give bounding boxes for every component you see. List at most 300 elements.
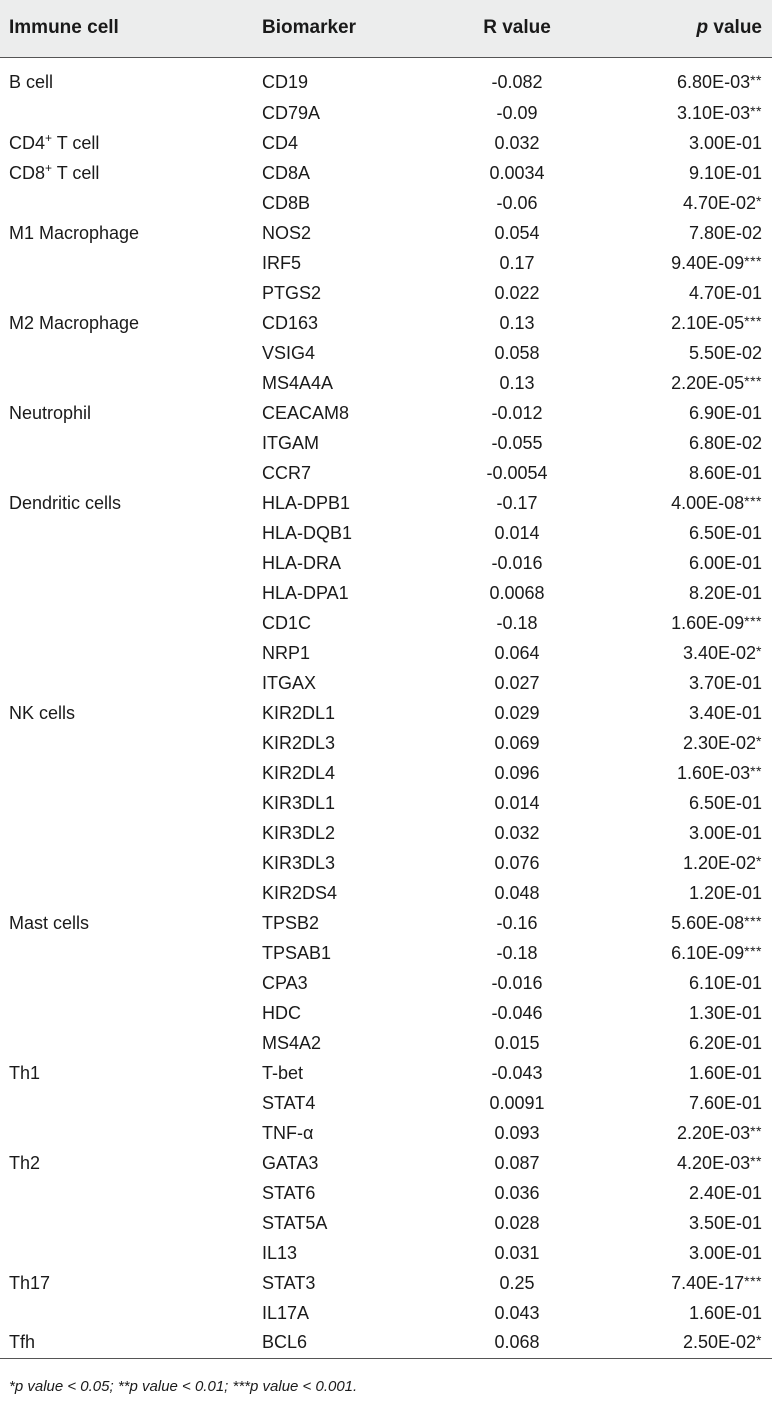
cell-biomarker: KIR2DS4	[262, 882, 338, 903]
cell-immune-cell	[0, 368, 262, 398]
p-value-number: 4.20E-03	[677, 1152, 751, 1173]
cell-biomarker: CD8B	[262, 192, 311, 213]
p-value-number: 8.20E-01	[688, 582, 762, 603]
cell-p-value	[609, 218, 772, 248]
cell-r-value: 0.25	[499, 1272, 535, 1293]
table-row	[0, 1088, 772, 1118]
cell-p-value	[609, 338, 772, 368]
significance-stars: *	[756, 642, 762, 659]
table-row	[0, 1328, 772, 1358]
immune-cell-superscript: +	[45, 130, 53, 145]
cell-r-value: 0.048	[494, 882, 540, 903]
cell-immune-cell	[0, 788, 262, 818]
cell-biomarker: STAT5A	[262, 1212, 328, 1233]
table-row	[0, 518, 772, 548]
table-row	[0, 398, 772, 428]
cell-biomarker: CCR7	[262, 462, 312, 483]
cell-immune-cell	[0, 548, 262, 578]
cell-r-value: 0.076	[494, 852, 540, 873]
cell-immune-cell	[0, 668, 262, 698]
cell-p-value	[609, 248, 772, 278]
p-value-number: 4.70E-01	[688, 282, 762, 303]
significance-stars: *	[756, 852, 762, 869]
cell-r-value: -0.18	[496, 612, 538, 633]
cell-p-value	[609, 158, 772, 188]
cell-r-value: -0.16	[496, 912, 538, 933]
cell-r-value: 0.054	[494, 222, 540, 243]
p-value-number: 2.30E-02	[682, 732, 757, 753]
p-value-number: 3.00E-01	[688, 132, 762, 153]
cell-r-value: 0.0091	[489, 1092, 545, 1113]
cell-immune-cell	[0, 728, 262, 758]
cell-biomarker: ITGAM	[262, 432, 319, 453]
cell-immune-cell	[0, 1298, 262, 1328]
cell-r-value: 0.0068	[489, 582, 545, 603]
p-value-number: 6.90E-01	[688, 402, 762, 423]
cell-p-value	[609, 788, 772, 818]
cell-biomarker: ITGAX	[262, 672, 317, 693]
cell-p-value	[609, 848, 772, 878]
cell-immune-cell	[0, 398, 262, 428]
significance-stars: ***	[744, 612, 762, 629]
cell-immune-cell	[0, 968, 262, 998]
immune-cell-label: Th17	[9, 1272, 51, 1293]
p-value-number: 7.60E-01	[688, 1092, 762, 1113]
p-value-number: 3.40E-02	[682, 642, 757, 663]
p-value-number: 3.00E-01	[688, 1242, 762, 1263]
cell-p-value	[609, 998, 772, 1028]
table-row	[0, 1238, 772, 1268]
cell-immune-cell	[0, 1268, 262, 1298]
immune-cell-label: B cell	[9, 72, 54, 93]
significance-stars: ***	[744, 492, 762, 509]
header-biomarker: Biomarker	[262, 0, 426, 57]
table-row	[0, 458, 772, 488]
significance-stars: ***	[744, 1272, 762, 1289]
table-row	[0, 1268, 772, 1298]
cell-immune-cell	[0, 878, 262, 908]
table-row	[0, 998, 772, 1028]
significance-stars: **	[750, 762, 762, 779]
cell-biomarker: CD1C	[262, 612, 312, 633]
cell-biomarker: CD19	[262, 72, 309, 93]
cell-biomarker: MS4A2	[262, 1032, 322, 1053]
cell-r-value: -0.046	[491, 1002, 543, 1023]
p-value-number: 7.40E-17	[671, 1272, 745, 1293]
p-value-number: 2.20E-05	[671, 372, 745, 393]
p-value-number: 1.60E-09	[671, 612, 745, 633]
immune-cell-label: CD8	[9, 162, 46, 183]
table-row	[0, 428, 772, 458]
table-row	[0, 128, 772, 158]
cell-r-value: -0.016	[491, 972, 543, 993]
cell-p-value	[609, 57, 772, 98]
cell-r-value: 0.0034	[489, 162, 545, 183]
cell-immune-cell	[0, 158, 262, 188]
cell-r-value: 0.043	[494, 1302, 540, 1323]
cell-r-value: 0.014	[494, 792, 540, 813]
significance-stars: ***	[744, 312, 762, 329]
cell-r-value: 0.093	[494, 1122, 540, 1143]
cell-p-value	[609, 98, 772, 128]
immune-cell-suffix: T cell	[52, 132, 100, 153]
p-value-number: 3.50E-01	[688, 1212, 762, 1233]
cell-p-value	[609, 908, 772, 938]
p-value-number: 1.60E-03	[677, 762, 751, 783]
table-row	[0, 608, 772, 638]
cell-p-value	[609, 698, 772, 728]
cell-p-value	[609, 728, 772, 758]
cell-r-value: 0.087	[494, 1152, 540, 1173]
p-value-number: 1.60E-01	[688, 1302, 762, 1323]
table-row	[0, 1118, 772, 1148]
cell-r-value: -0.082	[491, 72, 543, 93]
cell-immune-cell	[0, 128, 262, 158]
cell-r-value: 0.014	[494, 522, 540, 543]
p-value-number: 3.10E-03	[677, 102, 751, 123]
table-row	[0, 308, 772, 338]
table-header	[0, 0, 772, 57]
cell-immune-cell	[0, 578, 262, 608]
p-value-number: 3.70E-01	[688, 672, 762, 693]
cell-r-value: 0.17	[499, 252, 535, 273]
table-row	[0, 1178, 772, 1208]
p-value-number: 6.10E-01	[688, 972, 762, 993]
cell-immune-cell	[0, 848, 262, 878]
cell-p-value	[609, 368, 772, 398]
cell-biomarker: CD8A	[262, 162, 311, 183]
cell-biomarker: HLA-DPA1	[262, 582, 349, 603]
p-value-number: 4.00E-08	[671, 492, 745, 513]
immune-cell-label: Neutrophil	[9, 402, 92, 423]
cell-p-value	[609, 938, 772, 968]
table-row	[0, 758, 772, 788]
cell-biomarker: KIR2DL4	[262, 762, 336, 783]
table-row	[0, 908, 772, 938]
cell-p-value	[609, 578, 772, 608]
cell-r-value: 0.032	[494, 132, 540, 153]
header-p-value	[609, 0, 772, 57]
table-row	[0, 1058, 772, 1088]
significance-stars: ***	[744, 252, 762, 269]
cell-immune-cell	[0, 248, 262, 278]
header-immune-cell: Immune cell	[0, 0, 262, 57]
cell-p-value	[609, 1088, 772, 1118]
p-value-number: 2.40E-01	[688, 1182, 762, 1203]
cell-biomarker: KIR2DL1	[262, 702, 336, 723]
cell-biomarker: PTGS2	[262, 282, 322, 303]
cell-p-value	[609, 428, 772, 458]
p-value-number: 4.70E-02	[682, 192, 757, 213]
cell-r-value: 0.13	[499, 312, 535, 333]
cell-biomarker: TNF-α	[262, 1122, 314, 1143]
cell-r-value: -0.043	[491, 1062, 543, 1083]
cell-biomarker: STAT4	[262, 1092, 316, 1113]
cell-immune-cell	[0, 338, 262, 368]
immune-cell-label: CD4	[9, 132, 46, 153]
p-value-number: 7.80E-02	[688, 222, 762, 243]
table-body	[0, 57, 772, 1358]
cell-biomarker: STAT3	[262, 1272, 316, 1293]
significance-stars: **	[750, 1152, 762, 1169]
p-value-number: 6.00E-01	[688, 552, 762, 573]
cell-r-value: -0.016	[491, 552, 543, 573]
p-value-number: 2.10E-05	[671, 312, 745, 333]
cell-biomarker: NOS2	[262, 222, 312, 243]
cell-p-value	[609, 608, 772, 638]
p-value-number: 6.80E-03	[677, 72, 751, 93]
cell-r-value: 0.036	[494, 1182, 540, 1203]
table-row	[0, 1148, 772, 1178]
cell-biomarker: STAT6	[262, 1182, 316, 1203]
table-row	[0, 818, 772, 848]
cell-immune-cell	[0, 938, 262, 968]
cell-immune-cell	[0, 698, 262, 728]
cell-immune-cell	[0, 908, 262, 938]
cell-p-value	[609, 638, 772, 668]
significance-stars: ***	[744, 912, 762, 929]
table-row	[0, 638, 772, 668]
cell-immune-cell	[0, 758, 262, 788]
cell-p-value	[609, 758, 772, 788]
cell-r-value: 0.027	[494, 672, 540, 693]
cell-p-value	[609, 668, 772, 698]
table-footnote: *p value < 0.05; **p value < 0.01; ***p value < 0.001.	[9, 1378, 358, 1395]
cell-biomarker: IRF5	[262, 252, 302, 273]
table-row	[0, 278, 772, 308]
table-row	[0, 368, 772, 398]
cell-immune-cell	[0, 998, 262, 1028]
cell-r-value: 0.031	[494, 1242, 540, 1263]
cell-r-value: 0.022	[494, 282, 540, 303]
table-row	[0, 728, 772, 758]
cell-p-value	[609, 548, 772, 578]
cell-biomarker: KIR3DL2	[262, 822, 336, 843]
cell-r-value: -0.17	[496, 492, 538, 513]
cell-immune-cell	[0, 518, 262, 548]
cell-immune-cell	[0, 218, 262, 248]
cell-biomarker: NRP1	[262, 642, 311, 663]
cell-biomarker: CD79A	[262, 102, 321, 123]
cell-immune-cell	[0, 608, 262, 638]
p-value-number: 5.50E-02	[688, 342, 762, 363]
immune-cell-label: Tfh	[9, 1332, 36, 1353]
immune-cell-label: Mast cells	[9, 912, 90, 933]
cell-r-value: 0.064	[494, 642, 540, 663]
table-row	[0, 698, 772, 728]
significance-stars: ***	[744, 942, 762, 959]
cell-biomarker: MS4A4A	[262, 372, 334, 393]
immune-cell-label: Th2	[9, 1152, 41, 1173]
cell-p-value	[609, 818, 772, 848]
cell-biomarker: GATA3	[262, 1152, 319, 1173]
cell-r-value: -0.18	[496, 942, 538, 963]
cell-immune-cell	[0, 1328, 262, 1358]
cell-p-value	[609, 398, 772, 428]
p-value-number: 6.50E-01	[688, 792, 762, 813]
p-value-number: 6.20E-01	[688, 1032, 762, 1053]
table-row	[0, 1298, 772, 1328]
cell-p-value	[609, 1328, 772, 1358]
cell-immune-cell	[0, 308, 262, 338]
p-value-number: 6.80E-02	[688, 432, 762, 453]
cell-p-value	[609, 1148, 772, 1178]
cell-immune-cell	[0, 57, 262, 98]
table-row	[0, 158, 772, 188]
cell-r-value: 0.13	[499, 372, 535, 393]
significance-stars: *	[756, 1332, 762, 1349]
cell-p-value	[609, 968, 772, 998]
table-row	[0, 218, 772, 248]
cell-p-value	[609, 1058, 772, 1088]
cell-immune-cell	[0, 1028, 262, 1058]
significance-stars: **	[750, 1122, 762, 1139]
immune-cell-label: Th1	[9, 1062, 41, 1083]
cell-immune-cell	[0, 428, 262, 458]
cell-biomarker: CEACAM8	[262, 402, 350, 423]
table-row	[0, 548, 772, 578]
cell-biomarker: HLA-DRA	[262, 552, 342, 573]
table-row	[0, 188, 772, 218]
cell-p-value	[609, 878, 772, 908]
cell-r-value: 0.032	[494, 822, 540, 843]
cell-p-value	[609, 188, 772, 218]
cell-p-value	[609, 1208, 772, 1238]
cell-immune-cell	[0, 1088, 262, 1118]
cell-biomarker: CD4	[262, 132, 299, 153]
table-row	[0, 848, 772, 878]
cell-r-value: 0.015	[494, 1032, 540, 1053]
cell-r-value: 0.069	[494, 732, 540, 753]
cell-biomarker: VSIG4	[262, 342, 316, 363]
cell-immune-cell	[0, 1148, 262, 1178]
table-row	[0, 1028, 772, 1058]
cell-r-value: 0.058	[494, 342, 540, 363]
cell-p-value	[609, 1298, 772, 1328]
cell-p-value	[609, 1028, 772, 1058]
cell-r-value: -0.06	[496, 192, 538, 213]
cell-immune-cell	[0, 1208, 262, 1238]
table-row	[0, 338, 772, 368]
cell-biomarker: HDC	[262, 1002, 301, 1023]
cell-p-value	[609, 128, 772, 158]
cell-immune-cell	[0, 98, 262, 128]
table-row	[0, 578, 772, 608]
cell-biomarker: CPA3	[262, 972, 308, 993]
cell-biomarker: T-bet	[262, 1062, 304, 1083]
cell-immune-cell	[0, 818, 262, 848]
cell-immune-cell	[0, 1178, 262, 1208]
table-row	[0, 938, 772, 968]
cell-immune-cell	[0, 458, 262, 488]
immune-cell-superscript: +	[45, 160, 53, 175]
table-row	[0, 968, 772, 998]
cell-r-value: -0.055	[491, 432, 543, 453]
cell-biomarker: HLA-DPB1	[262, 492, 351, 513]
p-value-number: 2.50E-02	[682, 1332, 757, 1353]
significance-stars: ***	[744, 372, 762, 389]
cell-biomarker: TPSAB1	[262, 942, 332, 963]
immune-cell-label: Dendritic cells	[9, 492, 122, 513]
cell-r-value: -0.0054	[486, 462, 548, 483]
cell-biomarker: KIR3DL1	[262, 792, 336, 813]
p-value-number: 6.10E-09	[671, 942, 745, 963]
cell-biomarker: CD163	[262, 312, 319, 333]
cell-immune-cell	[0, 1118, 262, 1148]
significance-stars: **	[750, 102, 762, 119]
p-value-number: 6.50E-01	[688, 522, 762, 543]
p-value-number: 1.20E-02	[682, 852, 757, 873]
cell-r-value: 0.029	[494, 702, 540, 723]
p-value-number: 8.60E-01	[688, 462, 762, 483]
significance-stars: *	[756, 732, 762, 749]
cell-immune-cell	[0, 188, 262, 218]
cell-p-value	[609, 1178, 772, 1208]
table-row	[0, 1208, 772, 1238]
p-value-number: 3.40E-01	[688, 702, 762, 723]
immune-cell-suffix: T cell	[52, 162, 100, 183]
table-row	[0, 98, 772, 128]
cell-biomarker: IL13	[262, 1242, 298, 1263]
cell-p-value	[609, 488, 772, 518]
cell-r-value: 0.096	[494, 762, 540, 783]
cell-biomarker: KIR2DL3	[262, 732, 336, 753]
cell-p-value	[609, 1118, 772, 1148]
p-value-number: 1.60E-01	[688, 1062, 762, 1083]
significance-stars: *	[756, 192, 762, 209]
cell-r-value: -0.012	[491, 402, 543, 423]
cell-biomarker: IL17A	[262, 1302, 310, 1323]
table-row	[0, 668, 772, 698]
cell-immune-cell	[0, 638, 262, 668]
p-value-number: 9.40E-09	[671, 252, 745, 273]
cell-p-value	[609, 308, 772, 338]
p-value-number: 2.20E-03	[677, 1122, 751, 1143]
table-row	[0, 57, 772, 98]
header-p-symbol: p	[696, 17, 709, 39]
cell-immune-cell	[0, 278, 262, 308]
table-row	[0, 878, 772, 908]
p-value-number: 1.30E-01	[688, 1002, 762, 1023]
p-value-number: 1.20E-01	[688, 882, 762, 903]
cell-immune-cell	[0, 488, 262, 518]
immune-cell-label: M2 Macrophage	[9, 312, 140, 333]
cell-biomarker: BCL6	[262, 1328, 426, 1358]
cell-biomarker: KIR3DL3	[262, 852, 336, 873]
p-value-number: 9.10E-01	[688, 162, 762, 183]
cell-r-value: 0.068	[426, 1328, 609, 1358]
table-row	[0, 788, 772, 818]
table-row	[0, 488, 772, 518]
cell-biomarker: HLA-DQB1	[262, 522, 353, 543]
cell-immune-cell	[0, 1058, 262, 1088]
table-row	[0, 248, 772, 278]
immune-cell-label: M1 Macrophage	[9, 222, 140, 243]
cell-p-value	[609, 518, 772, 548]
cell-p-value	[609, 1268, 772, 1298]
p-value-number: 3.00E-01	[688, 822, 762, 843]
cell-biomarker: TPSB2	[262, 912, 320, 933]
cell-p-value	[609, 1238, 772, 1268]
cell-p-value	[609, 278, 772, 308]
cell-r-value: -0.09	[496, 102, 538, 123]
cell-immune-cell	[0, 1238, 262, 1268]
p-value-number: 5.60E-08	[671, 912, 745, 933]
cell-p-value	[609, 458, 772, 488]
header-p-rest: value	[713, 17, 762, 39]
header-r-value: R value	[426, 0, 609, 57]
immune-cell-label: NK cells	[9, 702, 76, 723]
